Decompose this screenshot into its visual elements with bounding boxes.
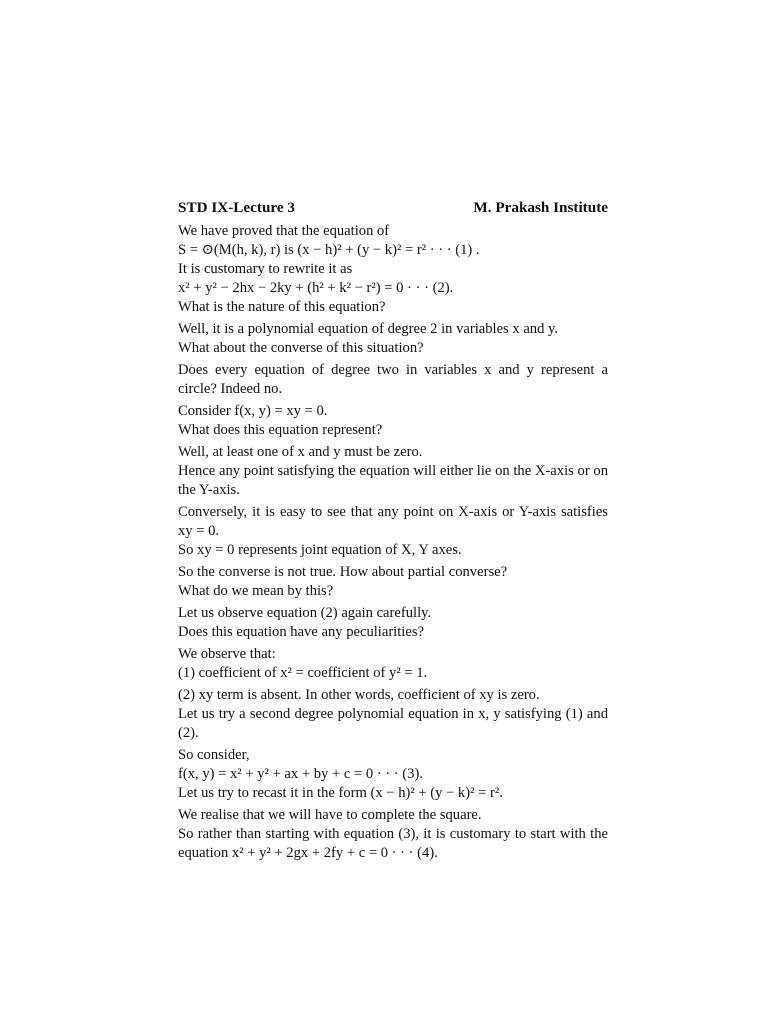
text-line: What about the converse of this situation? [178,340,424,356]
text-line: Let us try a second degree polynomial equation in x, y satisfying (1) and (2). [178,706,608,741]
text-line: So the converse is not true. How about partial converse? [178,564,508,580]
text-line: Hence any point satisfying the equation will either lie on the X-axis or on the Y-axis. [178,463,608,498]
text-line: So xy = 0 represents joint equation of X, Y axes. [178,542,462,558]
text-line: We have proved that the equation of [178,223,390,239]
document-page [178,198,608,863]
text-line: Let us observe equation (2) again carefully. [178,605,432,621]
text-line: Well, at least one of x and y must be zero. [178,444,423,460]
text-line: f(x, y) = x² + y² + ax + by + c = 0 · · · (3). [178,766,423,782]
lecture-title: STD IX-Lecture 3 [178,199,295,216]
text-line: Does every equation of degree two in variables x and y represent a circle? Indeed no. [178,362,608,397]
text-line: We observe that: [178,646,276,662]
text-line: Let us try to recast it in the form (x − h)² + (y − k)² = r². [178,785,503,801]
institute-name: M. Prakash Institute [473,199,608,216]
text-line: x² + y² − 2hx − 2ky + (h² + k² − r²) = 0 · · · (2). [178,280,454,296]
text-line: (1) coefficient of x² = coefficient of y² = 1. [178,665,428,681]
text-line: So consider, [178,747,250,763]
text-line: So rather than starting with equation (3), it is customary to start with the equation x² + y² + 2gx + 2fy + c = 0 · · · (4). [178,826,608,861]
page-header [178,198,608,217]
text-line: Well, it is a polynomial equation of degree 2 in variables x and y. [178,321,559,337]
text-line: We realise that we will have to complete the square. [178,807,482,823]
text-line: Does this equation have any peculiarities? [178,624,424,640]
text-line: Conversely, it is easy to see that any point on X-axis or Y-axis satisfies xy = 0. [178,504,608,539]
text-line: It is customary to rewrite it as [178,261,353,277]
document-body [178,222,608,863]
text-line: S = ⊙(M(h, k), r) is (x − h)² + (y − k)² = r² · · · (1) . [178,242,480,258]
text-line: What is the nature of this equation? [178,299,386,315]
text-line: Consider f(x, y) = xy = 0. [178,403,328,419]
text-line: What does this equation represent? [178,422,383,438]
text-line: (2) xy term is absent. In other words, coefficient of xy is zero. [178,687,540,703]
text-line: What do we mean by this? [178,583,334,599]
